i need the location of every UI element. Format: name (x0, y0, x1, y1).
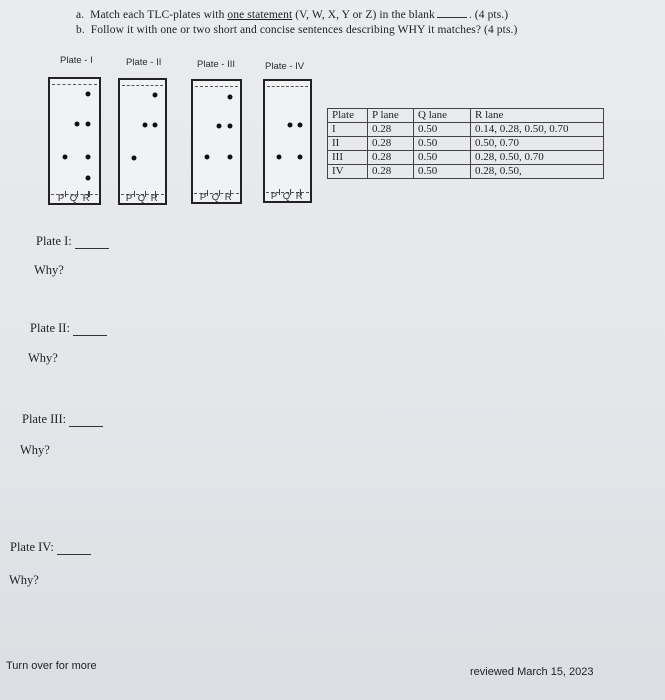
instruction-a-text-1: Match each TLC-plates with (90, 9, 225, 21)
rf-cell: 0.50, 0.70 (471, 137, 604, 151)
plate-title: Plate - I (60, 55, 93, 66)
tlc-spot (131, 155, 136, 160)
rf-cell: III (328, 151, 368, 165)
tlc-plate (118, 78, 167, 205)
solvent-front-line (52, 84, 97, 85)
table-row (328, 123, 604, 137)
tlc-spot (227, 94, 232, 99)
rf-cell: 0.50 (414, 151, 471, 165)
question-label: Plate IV: (10, 540, 54, 554)
rf-cell: 0.28 (368, 137, 414, 151)
tlc-spot (86, 92, 91, 97)
tlc-spot (298, 154, 303, 159)
tlc-spot (86, 176, 91, 181)
question-why-4: Why? (9, 573, 39, 587)
tlc-spot (74, 122, 79, 127)
answer-blank[interactable] (69, 414, 103, 427)
plate-title: Plate - III (197, 59, 236, 70)
footer-left: Turn over for more (6, 660, 97, 672)
tlc-spot (86, 122, 91, 127)
lane-labels: P Q R (57, 193, 92, 204)
rf-cell: 0.28, 0.50, (471, 165, 604, 179)
rf-cell: I (328, 123, 368, 137)
question-why-2: Why? (28, 351, 58, 365)
question-label: Plate III: (22, 412, 67, 426)
tlc-spot (227, 123, 232, 128)
rf-table-header (328, 109, 604, 123)
tlc-spot (86, 155, 91, 160)
plate-title: Plate - IV (265, 61, 305, 72)
question-plate-1 (36, 234, 109, 249)
rf-cell: 0.50 (414, 123, 471, 137)
rf-cell: II (328, 137, 368, 151)
question-why-3: Why? (20, 443, 50, 457)
tlc-spot (298, 123, 303, 128)
answer-blank[interactable] (75, 236, 109, 249)
tlc-spot (153, 123, 158, 128)
rf-table (327, 108, 604, 179)
table-row (328, 165, 604, 179)
table-row (328, 151, 604, 165)
tlc-spot (287, 123, 292, 128)
tlc-spot (276, 154, 281, 159)
question-plate-3 (22, 412, 103, 427)
rf-header-r-lane: R lane (471, 109, 604, 123)
tlc-plate (48, 77, 101, 205)
rf-header-q-lane: Q lane (414, 109, 471, 123)
rf-cell: 0.28 (368, 151, 414, 165)
tlc-spot (227, 155, 232, 160)
question-why-1: Why? (34, 263, 64, 277)
tlc-plate (191, 79, 242, 204)
rf-cell: 0.50 (414, 137, 471, 151)
rf-cell: 0.28 (368, 123, 414, 137)
footer-right: reviewed March 15, 2023 (470, 666, 594, 678)
rf-cell: 0.28, 0.50, 0.70 (471, 151, 604, 165)
lane-labels: P Q R (199, 192, 234, 203)
question-plate-4 (10, 540, 91, 555)
rf-header-p-lane: P lane (368, 109, 414, 123)
instruction-a-points: . (4 pts.) (468, 9, 509, 21)
answer-blank[interactable] (57, 542, 91, 555)
rf-header-plate: Plate (328, 109, 368, 123)
lane-labels: P Q R (125, 193, 160, 204)
tlc-plate (263, 79, 312, 203)
question-plate-2 (30, 321, 107, 336)
lane-labels: P Q R (270, 191, 305, 202)
instruction-b-text: Follow it with one or two short and concise sentences describing WHY it matches? (4 pts.) (90, 24, 518, 36)
instruction-b-marker: b. (76, 24, 85, 36)
instruction-a-text-2: (V, W, X, Y or Z) in the blank (295, 9, 435, 21)
tlc-spot (153, 93, 158, 98)
solvent-front-line (267, 86, 308, 87)
rf-cell: 0.28 (368, 165, 414, 179)
tlc-spot (62, 155, 67, 160)
instruction-blank (437, 8, 467, 18)
instruction-a (76, 8, 508, 21)
plate-title: Plate - II (126, 57, 162, 68)
tlc-spot (216, 123, 221, 128)
solvent-front-line (195, 86, 238, 87)
question-label: Plate II: (30, 321, 70, 335)
rf-cell: 0.50 (414, 165, 471, 179)
instruction-b (76, 24, 517, 36)
instruction-a-marker: a. (76, 9, 85, 21)
question-label: Plate I: (36, 234, 72, 248)
table-row (328, 137, 604, 151)
instruction-a-underlined: one statement (227, 9, 293, 21)
tlc-spot (205, 155, 210, 160)
tlc-spot (142, 123, 147, 128)
solvent-front-line (122, 85, 163, 86)
rf-cell: IV (328, 165, 368, 179)
answer-blank[interactable] (73, 323, 107, 336)
rf-cell: 0.14, 0.28, 0.50, 0.70 (471, 123, 604, 137)
